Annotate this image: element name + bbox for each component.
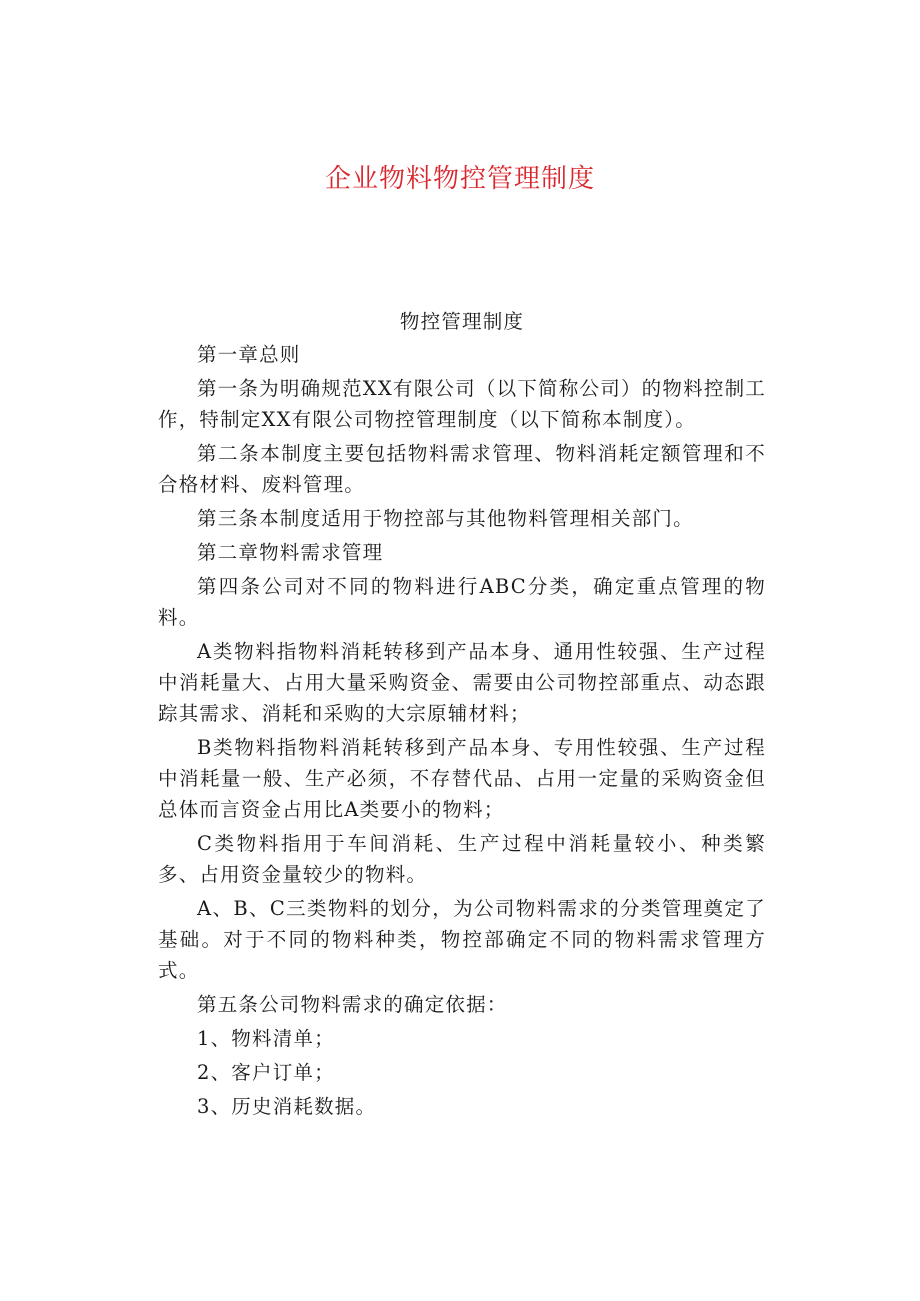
list-item: 2、客户订单； xyxy=(197,1061,335,1084)
article-paragraph: 第四条公司对不同的物料进行ABC分类，确定重点管理的物料。 xyxy=(158,575,766,629)
article-paragraph: 第五条公司物料需求的确定依据： xyxy=(197,993,508,1016)
article-paragraph: 第二条本制度主要包括物料需求管理、物料消耗定额管理和不合格材料、废料管理。 xyxy=(158,442,766,496)
article-paragraph: 第一条为明确规范XX有限公司（以下简称公司）的物料控制工作，特制定XX有限公司物控管理制度（以下简称本制度）。 xyxy=(158,377,766,431)
class-a-paragraph: A类物料指物料消耗转移到产品本身、通用性较强、生产过程中消耗量大、占用大量采购资金、需要由公司物控部重点、动态跟踪其需求、消耗和采购的大宗原辅材料； xyxy=(158,640,766,725)
class-c-paragraph: C类物料指用于车间消耗、生产过程中消耗量较小、种类繁多、占用资金量较少的物料。 xyxy=(158,832,766,886)
classification-paragraph: A、B、C三类物料的划分，为公司物料需求的分类管理奠定了基础。对于不同的物料种类，物控部确定不同的物料需求管理方式。 xyxy=(158,897,766,982)
article-paragraph: 第三条本制度适用于物控部与其他物料管理相关部门。 xyxy=(197,507,694,530)
list-item: 1、物料清单； xyxy=(197,1027,335,1050)
document-body xyxy=(158,306,766,1125)
chapter-heading: 第一章总则 xyxy=(197,343,301,366)
section-heading: 物控管理制度 xyxy=(399,310,525,333)
chapter-heading: 第二章物料需求管理 xyxy=(197,541,384,564)
list-item: 3、历史消耗数据。 xyxy=(197,1095,377,1118)
document-title: 企业物料物控管理制度 xyxy=(324,164,595,194)
class-b-paragraph: B类物料指物料消耗转移到产品本身、专用性较强、生产过程中消耗量一般、生产必须，不存替代品、占用一定量的采购资金但总体而言资金占用比A类要小的物料； xyxy=(158,736,766,821)
